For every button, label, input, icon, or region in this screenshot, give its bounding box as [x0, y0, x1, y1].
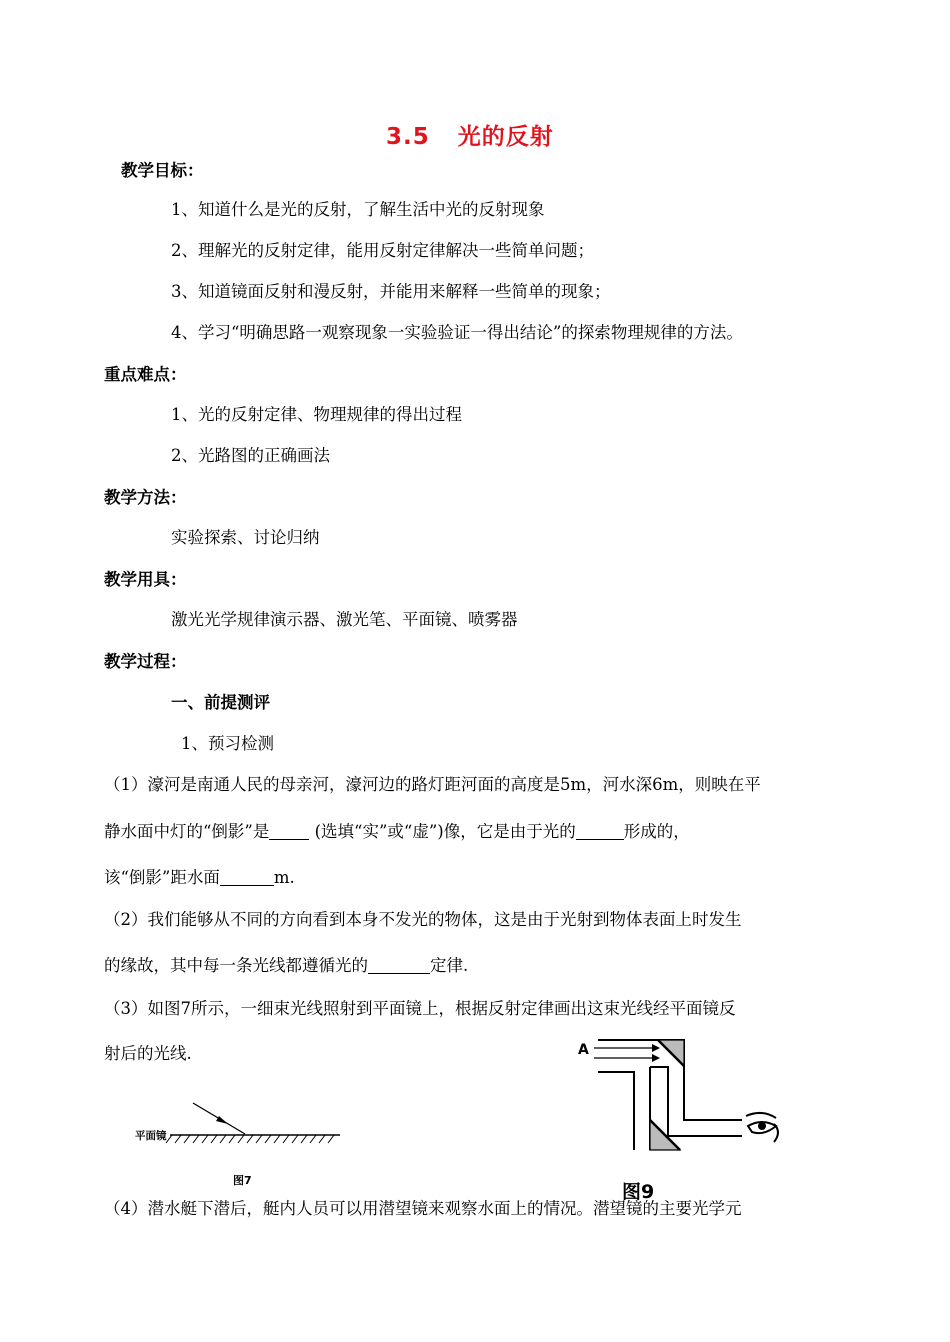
q1-text-b: (选填“实”或“虚”)像，它是由于光的 [309, 822, 576, 841]
process-sub-item: 1、预习检测 [181, 734, 274, 753]
q2-line-1: （2）我们能够从不同的方向看到本身不发光的物体，这是由于光射到物体表面上时发生 [104, 910, 742, 929]
methods-heading: 教学方法： [104, 488, 187, 507]
title-number: 3.5 [386, 124, 430, 150]
q3-line-2: 射后的光线. [104, 1044, 192, 1063]
key-point-item-1: 1、光的反射定律、物理规律的得出过程 [171, 405, 462, 424]
q2-text-b: 定律. [430, 956, 469, 975]
methods-text: 实验探索、讨论归纳 [171, 528, 320, 547]
figure-9 [570, 1032, 795, 1207]
key-points-heading: 重点难点： [104, 365, 187, 384]
q1-line-1: （1）濠河是南通人民的母亲河，濠河边的路灯距河面的高度是5m，河水深6m，则映在平 [104, 775, 761, 794]
objective-item-3: 3、知道镜面反射和漫反射，并能用来解释一些简单的现象； [171, 282, 611, 301]
q3-line-1: （3）如图7所示，一细束光线照射到平面镜上，根据反射定律画出这束光线经平面镜反 [104, 999, 736, 1018]
fig9-caption: 图9 [622, 1181, 655, 1203]
objectives-heading: 教学目标： [121, 161, 204, 180]
objective-item-4: 4、学习“明确思路一观察现象一实验验证一得出结论”的探索物理规律的方法。 [171, 323, 743, 342]
tools-text: 激光光学规律演示器、激光笔、平面镜、喷雾器 [171, 610, 518, 629]
process-heading: 教学过程： [104, 652, 187, 671]
light-ray-1-arrow-icon [652, 1044, 660, 1052]
mirror-hatching [166, 1135, 340, 1143]
key-point-item-2: 2、光路图的正确画法 [171, 446, 330, 465]
q2-blank-1 [368, 957, 430, 974]
process-sub-heading: 一、前提测评 [171, 693, 270, 712]
point-a-label: A [578, 1042, 589, 1058]
mirror-label: 平面镜 [135, 1130, 167, 1142]
light-ray-2-arrow-icon [652, 1054, 660, 1062]
q2-text-a: 的缘故，其中每一条光线都遵循光的 [104, 956, 368, 975]
figure-7 [125, 1083, 355, 1193]
q1-text-d: 该“倒影”距水面 [104, 868, 220, 887]
page-title [386, 118, 554, 151]
q2-line-2 [104, 952, 468, 976]
q1-blank-2 [576, 823, 624, 840]
objective-item-2: 2、理解光的反射定律，能用反射定律解决一些简单问题； [171, 241, 594, 260]
title-text: 光的反射 [457, 124, 554, 150]
objective-item-1: 1、知道什么是光的反射，了解生活中光的反射现象 [171, 200, 545, 219]
q1-line-3 [104, 864, 295, 888]
q4-line-1: （4）潜水艇下潜后，艇内人员可以用潜望镜来观察水面上的情况。潜望镜的主要光学元 [104, 1199, 742, 1218]
eye-icon [746, 1113, 778, 1142]
periscope-tube [598, 1040, 742, 1150]
q1-text-a: 静水面中灯的“倒影”是 [104, 822, 270, 841]
q1-blank-3 [220, 869, 274, 886]
q1-text-c: 形成的， [623, 822, 690, 841]
q1-blank-1 [269, 823, 309, 840]
q1-line-2 [104, 818, 690, 842]
tools-heading: 教学用具： [104, 570, 187, 589]
q1-text-e: m. [273, 868, 295, 887]
fig7-caption: 图7 [233, 1174, 252, 1187]
